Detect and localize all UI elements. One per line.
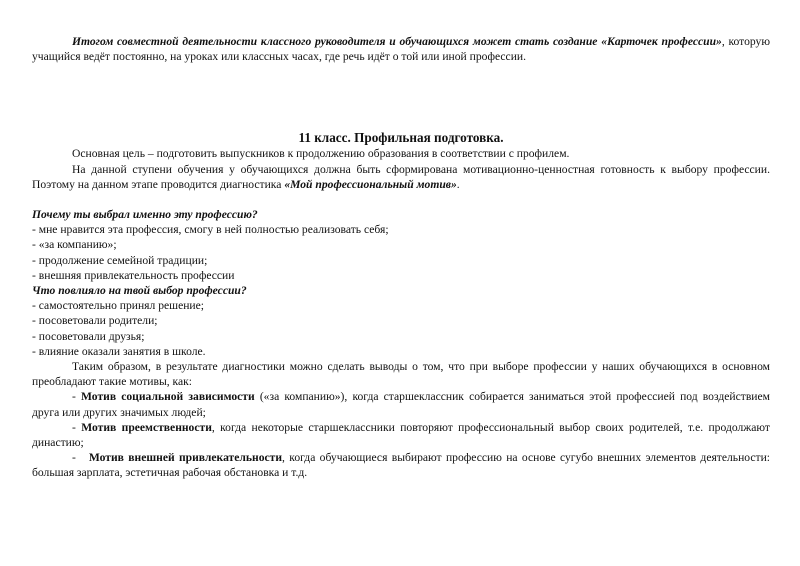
- spacer: [32, 192, 770, 207]
- motive-social: [32, 389, 770, 419]
- motive-desc: , когда некоторые старшеклассники повторяют профессиональный выбор своих родителей, т.е. продолжают династию;: [32, 420, 770, 450]
- list-item: - мне нравится эта профессия, смогу в ней полностью реализовать себя;: [32, 223, 389, 237]
- motive-desc: , когда обучающиеся выбирают профессию на основе сугубо внешних элементов деятельности: большая зарплата, эстетичная рабочая обстановка и т.д.: [32, 451, 771, 480]
- motive-prefix: -: [72, 451, 89, 465]
- motive-name: Мотив преемственности: [81, 420, 212, 434]
- question2-title: Что повлияло на твой выбор профессии?: [32, 284, 247, 298]
- section-title: 11 класс. Профильная подготовка.: [298, 130, 504, 146]
- list-item: - «за компанию»;: [32, 238, 117, 252]
- motive-attractiveness: [32, 450, 770, 480]
- list-item: - посоветовали родители;: [32, 314, 158, 328]
- motive-prefix: -: [72, 390, 82, 404]
- goal-paragraph: Основная цель – подготовить выпускников к продолжению образования в соответствии с профилем.: [72, 147, 570, 161]
- list-item: - внешняя привлекательность профессии: [32, 268, 235, 282]
- spacer: [32, 64, 770, 130]
- intro-paragraph: [32, 34, 770, 64]
- list-item: - посоветовали друзья;: [32, 329, 145, 343]
- diagnostic-name: «Мой профессиональный мотив»: [284, 177, 457, 191]
- list-item: - продолжение семейной традиции;: [32, 253, 208, 267]
- stage-end: .: [456, 177, 460, 191]
- intro-italic-lead: Итогом совместной деятельности классного руководителя и обучающихся может стать создание: [72, 35, 598, 48]
- stage-text: На данной ступени обучения у обучающихся должна быть сформирована мотивационно-ценностная готовность к выбору профессии. Поэтому на данном этапе проводится диагностика: [32, 162, 770, 191]
- motive-name: Мотив внешней привлекательности: [88, 451, 283, 465]
- motive-prefix: -: [72, 420, 82, 434]
- motive-continuity: [32, 420, 770, 450]
- motive-name: Мотив социальной зависимости: [81, 390, 255, 404]
- question1-title: Почему ты выбрал именно эту профессию?: [32, 208, 258, 222]
- document-page: [32, 34, 770, 481]
- conclusion-paragraph: Таким образом, в результате диагностики можно сделать выводы о том, что при выборе профессии у наших обучающихся в основном преобладают такие мотивы, как:: [32, 360, 770, 389]
- list-item: - влияние оказали занятия в школе.: [32, 344, 206, 358]
- cards-title: «Карточек профессии»: [601, 35, 722, 48]
- motive-desc: («за компанию»), когда старшеклассник собирается заниматься этой профессией под воздействием друга или других значимых людей;: [32, 390, 770, 419]
- list-item: - самостоятельно принял решение;: [32, 299, 204, 313]
- stage-paragraph: [32, 162, 770, 192]
- intro-rest: , которую учащийся ведёт постоянно, на уроках или классных часах, где речь идёт о той или иной профессии.: [32, 35, 770, 64]
